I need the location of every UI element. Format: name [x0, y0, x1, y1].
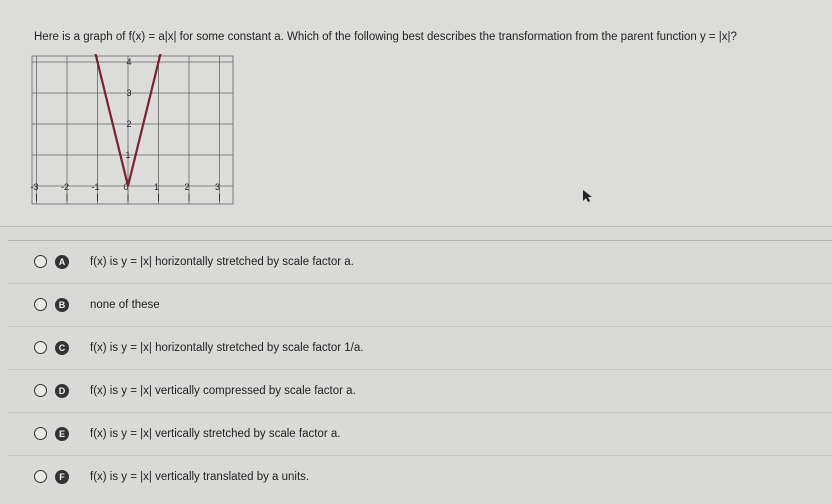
function-graph: [30, 54, 235, 206]
option-a[interactable]: [8, 240, 832, 283]
option-e[interactable]: [8, 412, 832, 455]
radio-button[interactable]: [34, 255, 47, 268]
radio-button[interactable]: [34, 341, 47, 354]
y-tick-label: 1: [125, 150, 131, 160]
option-text: f(x) is y = |x| vertically stretched by scale factor a.: [90, 428, 341, 440]
option-text: f(x) is y = |x| horizontally stretched by scale factor a.: [90, 256, 354, 268]
option-letter-badge: C: [55, 341, 69, 355]
radio-button[interactable]: [34, 427, 47, 440]
option-text: none of these: [90, 299, 160, 311]
option-text: f(x) is y = |x| vertically compressed by scale factor a.: [90, 385, 356, 397]
option-letter-badge: A: [55, 255, 69, 269]
mouse-pointer-icon: [583, 190, 593, 202]
divider: [0, 226, 832, 227]
x-tick-label: -1: [91, 182, 100, 192]
radio-button[interactable]: [34, 384, 47, 397]
option-f[interactable]: [8, 455, 832, 498]
y-tick-label: 4: [126, 57, 132, 67]
answer-options: [8, 240, 832, 498]
y-tick-label: 3: [126, 88, 132, 98]
x-tick-label: 0: [123, 182, 129, 192]
question-panel: [0, 0, 832, 228]
x-tick-label: 1: [153, 182, 160, 192]
x-tick-label: -2: [60, 182, 70, 192]
option-letter-badge: F: [55, 470, 69, 484]
question-text: Here is a graph of f(x) = a|x| for some constant a. Which of the following best describes the transformation from the parent function y = |x|?: [34, 31, 737, 43]
option-b[interactable]: [8, 283, 832, 326]
option-text: f(x) is y = |x| vertically translated by a units.: [90, 471, 310, 483]
option-d[interactable]: [8, 369, 832, 412]
radio-button[interactable]: [34, 470, 47, 483]
x-tick-label: 3: [214, 182, 221, 192]
y-tick-label: 2: [126, 119, 132, 129]
radio-button[interactable]: [34, 298, 47, 311]
option-letter-badge: B: [55, 298, 69, 312]
x-tick-label: 2: [184, 182, 190, 192]
option-c[interactable]: [8, 326, 832, 369]
option-letter-badge: D: [55, 384, 69, 398]
x-tick-label: -3: [30, 182, 39, 192]
option-letter-badge: E: [55, 427, 69, 441]
option-text: f(x) is y = |x| horizontally stretched by scale factor 1/a.: [90, 342, 364, 354]
